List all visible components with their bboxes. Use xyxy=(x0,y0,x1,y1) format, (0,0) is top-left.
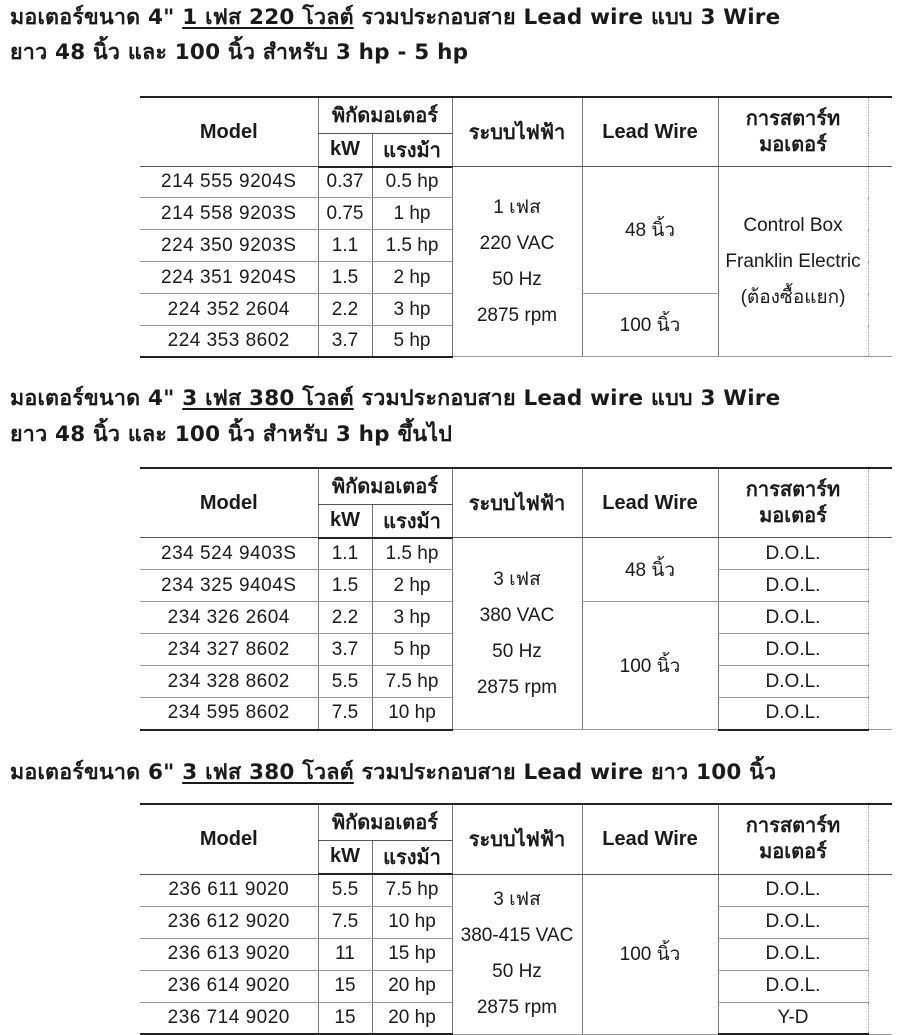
header-kw: kW xyxy=(318,504,372,538)
table-row-kw: 7.5 xyxy=(318,698,372,730)
section3-heading-underlined: 3 เฟส 380 โวลต์ xyxy=(182,760,354,785)
table-row-model: 234 327 8602 xyxy=(140,634,318,666)
header-starter xyxy=(718,804,868,874)
header-power-system: ระบบไฟฟ้า xyxy=(452,804,582,874)
header-starter-line2: มอเตอร์ xyxy=(759,134,827,156)
table-row-kw: 3.7 xyxy=(318,326,372,357)
starter-line: Control Box xyxy=(743,214,843,236)
section2-heading xyxy=(10,383,895,415)
table-row-model: 234 328 8602 xyxy=(140,666,318,698)
table-row-kw: 5.5 xyxy=(318,874,372,906)
power-phase: 3 เฟส xyxy=(493,568,541,590)
table-row-starter: D.O.L. xyxy=(718,938,868,970)
table-row-hp: 2 hp xyxy=(372,570,452,602)
table-row-kw: 11 xyxy=(318,938,372,970)
table-row-hp: 3 hp xyxy=(372,294,452,326)
starter-line: (ต้องซื้อแยก) xyxy=(740,286,846,308)
section2-heading-pre: มอเตอร์ขนาด 4" xyxy=(10,386,183,411)
header-kw: kW xyxy=(318,840,372,874)
section2-power-system xyxy=(452,538,582,730)
table-row-kw: 2.2 xyxy=(318,602,372,634)
table-row-model: 236 714 9020 xyxy=(140,1002,318,1034)
starter-line: Franklin Electric xyxy=(725,250,861,272)
table-row-kw: 15 xyxy=(318,1002,372,1034)
header-starter xyxy=(718,468,868,538)
section2-heading-underlined: 3 เฟส 380 โวลต์ xyxy=(182,386,354,411)
power-frequency: 50 Hz xyxy=(492,640,542,662)
table-row-kw: 0.75 xyxy=(318,198,372,230)
section1-lead-100: 100 นิ้ว xyxy=(582,294,718,357)
section1-power-system xyxy=(452,167,582,357)
power-phase: 3 เฟส xyxy=(493,889,541,910)
header-power-system: ระบบไฟฟ้า xyxy=(452,97,582,167)
section1-heading-pre: มอเตอร์ขนาด 4" xyxy=(10,5,183,30)
table-row-hp: 7.5 hp xyxy=(372,874,452,906)
table-row-hp: 5 hp xyxy=(372,326,452,357)
power-rpm: 2875 rpm xyxy=(476,997,558,1018)
table-row-hp: 1.5 hp xyxy=(372,538,452,570)
table-row-model: 234 326 2604 xyxy=(140,602,318,634)
table-row-hp: 20 hp xyxy=(372,1002,452,1034)
power-frequency: 50 Hz xyxy=(492,961,542,982)
table-row-model: 236 611 9020 xyxy=(140,874,318,906)
header-lead-wire: Lead Wire xyxy=(582,97,718,167)
header-power-system: ระบบไฟฟ้า xyxy=(452,468,582,538)
table-row-starter: D.O.L. xyxy=(718,906,868,938)
header-spacer xyxy=(868,804,892,874)
table-row-model: 234 595 8602 xyxy=(140,698,318,730)
section3-heading-pre: มอเตอร์ขนาด 6" xyxy=(10,760,183,785)
power-phase: 1 เฟส xyxy=(493,196,541,218)
header-rating: พิกัดมอเตอร์ xyxy=(318,468,452,504)
spacer-cell xyxy=(868,167,892,357)
table-row-model: 236 614 9020 xyxy=(140,970,318,1002)
power-rpm: 2875 rpm xyxy=(476,304,558,326)
section3-power-system xyxy=(452,874,582,1034)
section3-heading xyxy=(10,757,895,789)
header-hp: แรงม้า xyxy=(372,504,452,538)
table-row-starter: D.O.L. xyxy=(718,666,868,698)
table-row-hp: 2 hp xyxy=(372,262,452,294)
table-row-hp: 10 hp xyxy=(372,698,452,730)
header-kw: kW xyxy=(318,133,372,167)
section1-table xyxy=(140,96,892,358)
section2-lead-100: 100 นิ้ว xyxy=(582,602,718,730)
table-row-starter: D.O.L. xyxy=(718,634,868,666)
section2-lead-48: 48 นิ้ว xyxy=(582,538,718,602)
table-row-model: 234 524 9403S xyxy=(140,538,318,570)
header-rating: พิกัดมอเตอร์ xyxy=(318,97,452,133)
table-row-starter: Y-D xyxy=(718,1002,868,1034)
header-model: Model xyxy=(140,97,318,167)
section1-heading-underlined: 1 เฟส 220 โวลต์ xyxy=(182,5,354,30)
power-voltage: 220 VAC xyxy=(479,232,555,254)
table-row-hp: 10 hp xyxy=(372,906,452,938)
table-row-model: 234 325 9404S xyxy=(140,570,318,602)
section1-heading-line2: ยาว 48 นิ้ว และ 100 นิ้ว สำหรับ 3 hp - 5 hp xyxy=(10,40,469,65)
power-frequency: 50 Hz xyxy=(492,268,542,290)
header-hp: แรงม้า xyxy=(372,840,452,874)
table-row-kw: 5.5 xyxy=(318,666,372,698)
table-row-kw: 0.37 xyxy=(318,167,372,198)
table-row-hp: 1.5 hp xyxy=(372,230,452,262)
section2-table xyxy=(140,467,892,731)
table-row-kw: 1.5 xyxy=(318,570,372,602)
header-starter-line1: การสตาร์ท xyxy=(745,108,841,130)
table-row-kw: 1.5 xyxy=(318,262,372,294)
section3-heading-post: รวมประกอบสาย Lead wire ยาว 100 นิ้ว xyxy=(353,760,777,785)
power-voltage: 380-415 VAC xyxy=(460,925,574,946)
header-spacer xyxy=(868,97,892,167)
table-row-kw: 15 xyxy=(318,970,372,1002)
table-row-kw: 2.2 xyxy=(318,294,372,326)
table-row-kw: 7.5 xyxy=(318,906,372,938)
header-starter-line1: การสตาร์ท xyxy=(745,479,841,501)
power-voltage: 380 VAC xyxy=(479,604,555,626)
header-starter-line2: มอเตอร์ xyxy=(759,841,827,864)
table-row-hp: 0.5 hp xyxy=(372,167,452,198)
table-row-hp: 7.5 hp xyxy=(372,666,452,698)
section3-table xyxy=(140,803,892,1035)
section2-heading-line2: ยาว 48 นิ้ว และ 100 นิ้ว สำหรับ 3 hp ขึ้นไป xyxy=(10,422,453,447)
section1-heading-post: รวมประกอบสาย Lead wire แบบ 3 Wire xyxy=(353,5,781,30)
table-row-hp: 20 hp xyxy=(372,970,452,1002)
table-row-kw: 3.7 xyxy=(318,634,372,666)
table-row-model: 214 555 9204S xyxy=(140,167,318,198)
power-rpm: 2875 rpm xyxy=(476,676,558,698)
section1-starter xyxy=(718,167,868,357)
table-row-kw: 1.1 xyxy=(318,538,372,570)
table-row-starter: D.O.L. xyxy=(718,698,868,730)
header-starter xyxy=(718,97,868,167)
table-row-starter: D.O.L. xyxy=(718,874,868,906)
header-lead-wire: Lead Wire xyxy=(582,468,718,538)
table-row-model: 224 353 8602 xyxy=(140,326,318,357)
spacer-cell xyxy=(868,538,892,730)
table-row-hp: 3 hp xyxy=(372,602,452,634)
table-row-model: 236 613 9020 xyxy=(140,938,318,970)
header-starter-line1: การสตาร์ท xyxy=(745,815,841,838)
table-row-hp: 1 hp xyxy=(372,198,452,230)
table-row-hp: 5 hp xyxy=(372,634,452,666)
spacer-cell xyxy=(868,874,892,1034)
section3-lead-100: 100 นิ้ว xyxy=(582,874,718,1034)
table-row-starter: D.O.L. xyxy=(718,538,868,570)
table-row-hp: 15 hp xyxy=(372,938,452,970)
table-row-starter: D.O.L. xyxy=(718,602,868,634)
header-rating: พิกัดมอเตอร์ xyxy=(318,804,452,840)
table-row-model: 224 350 9203S xyxy=(140,230,318,262)
section2-heading-post: รวมประกอบสาย Lead wire แบบ 3 Wire xyxy=(353,386,781,411)
header-model: Model xyxy=(140,804,318,874)
table-row-model: 214 558 9203S xyxy=(140,198,318,230)
section1-lead-48: 48 นิ้ว xyxy=(582,167,718,294)
table-row-model: 236 612 9020 xyxy=(140,906,318,938)
table-row-model: 224 352 2604 xyxy=(140,294,318,326)
header-lead-wire: Lead Wire xyxy=(582,804,718,874)
header-model: Model xyxy=(140,468,318,538)
header-hp: แรงม้า xyxy=(372,133,452,167)
table-row-model: 224 351 9204S xyxy=(140,262,318,294)
header-starter-line2: มอเตอร์ xyxy=(759,505,827,527)
table-row-starter: D.O.L. xyxy=(718,570,868,602)
header-spacer xyxy=(868,468,892,538)
table-row-kw: 1.1 xyxy=(318,230,372,262)
section1-heading xyxy=(10,2,895,34)
table-row-starter: D.O.L. xyxy=(718,970,868,1002)
